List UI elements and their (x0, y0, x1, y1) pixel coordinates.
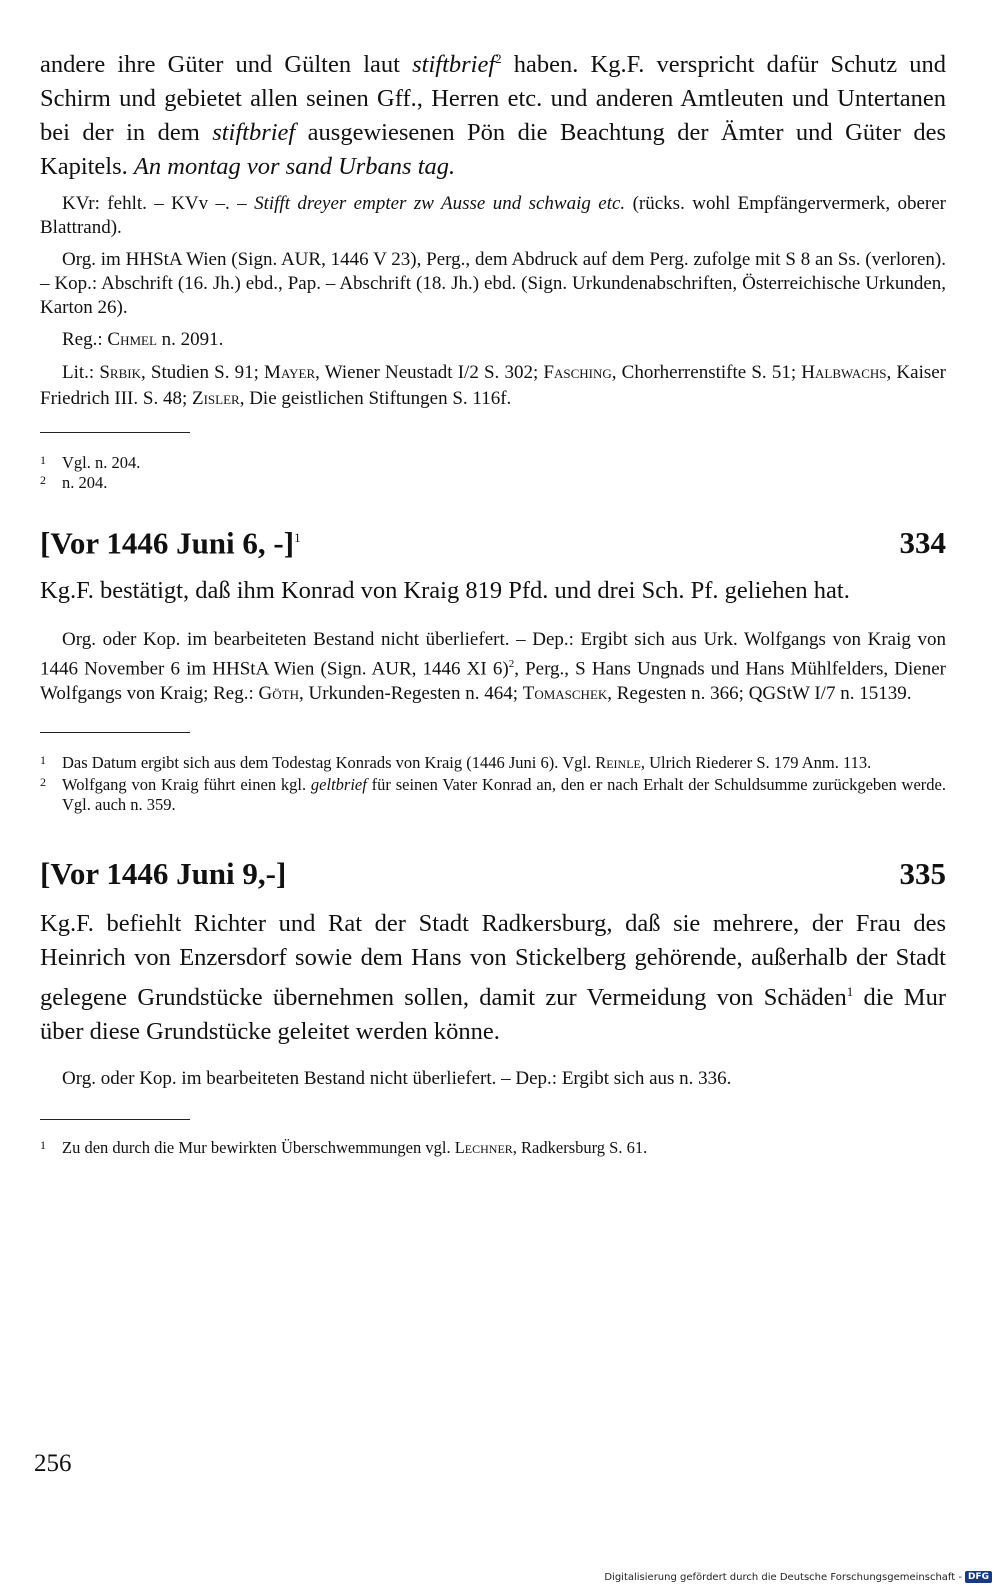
footnote-divider (40, 432, 190, 433)
text-run: , Kaiser Friedrich III. S. 48; (40, 362, 946, 410)
continued-regest-text (40, 42, 946, 184)
kv-note (40, 192, 946, 240)
author-name: Mayer (264, 362, 316, 384)
footnote-number: 1 (40, 752, 46, 767)
entry-date: [Vor 1446 Juni 9,-] (40, 855, 287, 891)
date-text: [Vor 1446 Juni 6, -] (40, 525, 295, 561)
dating-clause: An montag vor sand Urbans tag. (133, 153, 456, 181)
footnote-divider (40, 1119, 190, 1120)
text-run: Das Datum ergibt sich aus dem Todestag Konrads von Kraig (1446 Juni 6). Vgl. (62, 752, 596, 772)
text-run: , Radkersburg S. 61. (512, 1137, 648, 1157)
author-name: Göth (258, 682, 299, 704)
footnote (40, 473, 946, 493)
author-name: Lechner (454, 1137, 513, 1157)
regest-summary (40, 907, 946, 1049)
author-name: Reinle (595, 752, 641, 772)
entry-number: 335 (899, 855, 946, 891)
footnote-ref: 2 (508, 658, 515, 671)
footnote-ref: 1 (294, 530, 301, 546)
text-run: n. 2091. (156, 329, 224, 351)
text-run: , Studien S. 91; (141, 362, 265, 384)
dep-note: Org. oder Kop. im bearbeiteten Bestand nicht überliefert. – Dep.: Ergibt sich aus n. 336. (62, 1067, 732, 1089)
author-name: Chmel (107, 329, 157, 351)
text-run: ausgewiesenen Pön die Beachtung der Ämter und Güter des Kapitels. (40, 119, 946, 181)
author-name: Srbik (99, 362, 141, 384)
text-run: , Chorherrenstifte S. 51; (611, 362, 802, 384)
author-name: Fasching (543, 362, 612, 384)
text-run: , Regesten n. 366; QGStW I/7 n. 15139. (607, 682, 912, 704)
italic-term: geltbrief (310, 774, 367, 794)
text-run: , Ulrich Riederer S. 179 Anm. 113. (640, 752, 872, 772)
dfg-logo-icon: DFG (965, 1571, 992, 1583)
text-run: , Urkunden-Regesten n. 464; (298, 682, 523, 704)
footnote-text: n. 204. (62, 473, 108, 493)
text-run: , Wiener Neustadt I/2 S. 302; (315, 362, 544, 384)
entry-heading-334 (40, 519, 946, 562)
text-run: KVr: fehlt. – KVv –. – (62, 193, 255, 215)
digitization-credit (604, 1571, 992, 1583)
text-run: Reg.: (62, 329, 108, 351)
footnote-divider (40, 732, 190, 733)
regest-summary: Kg.F. bestätigt, daß ihm Konrad von Kraig 819 Pfd. und drei Sch. Pf. geliehen hat. (40, 577, 850, 605)
text-run: , Die geistlichen Stiftungen S. 116f. (239, 388, 512, 410)
text-run: Zu den durch die Mur bewirkten Überschwemmungen vgl. (62, 1137, 455, 1157)
page-number: 256 (34, 1450, 72, 1477)
footnote-number: 1 (40, 1137, 46, 1152)
footnote-number: 1 (40, 453, 46, 468)
footnote-ref: 1 (846, 983, 854, 999)
document-page (40, 42, 946, 1158)
text-run: Lit.: (62, 362, 100, 384)
author-name: Halbwachs (801, 362, 887, 384)
text-run: (rücks. wohl Empfängervermerk, oberer Blattrand). (40, 193, 947, 239)
text-run: , Perg., S Hans Ungnads und Hans Mühlfelders, Diener Wolfgangs von Kraig; Reg.: (40, 658, 946, 704)
text-run: Wolfgang von Kraig führt einen kgl. (62, 774, 311, 794)
footnote-number: 2 (40, 473, 46, 488)
text-run: Kg.F. befiehlt Richter und Rat der Stadt Radkersburg, daß sie mehrere, der Frau des Heinrich von Enzersdorf sowie dem Hans von Stickelberg gehörende, außerhalb der Stadt gelegene Grundstücke übernehmen sollen, damit zur Vermeidung von Schäden (40, 909, 946, 1011)
italic-term: stiftbrief (212, 119, 296, 147)
text-run: haben. Kg.F. verspricht dafür Schutz und Schirm und gebietet allen seinen Gff., Herren etc. und anderen Amtleuten und Untertanen bei der in dem (40, 51, 946, 147)
org-note: Org. im HHStA Wien (Sign. AUR, 1446 V 23), Perg., dem Abdruck auf dem Perg. zufolge mit S 8 an Ss. (verloren). – Kop.: Abschrift (16. Jh.) ebd., Pap. – Abschrift (18. Jh.) ebd. (Sign. Urkundenabschriften, Österreichische Urkunden, Karton 26). (40, 249, 946, 319)
lit-note (40, 360, 946, 412)
author-name: Zisler (191, 388, 240, 410)
footnote (40, 753, 946, 773)
reg-note (40, 328, 946, 352)
text-run: andere ihre Güter und Gülten laut (40, 51, 413, 79)
footnote-text: Vgl. n. 204. (62, 453, 141, 473)
footnote (40, 453, 946, 473)
entry-number: 334 (899, 525, 946, 561)
footnote (40, 1138, 946, 1158)
entry-date (40, 519, 301, 562)
italic-term: stiftbrief (412, 51, 496, 79)
text-run: für seinen Vater Konrad an, den er nach Erhalt der Schuldsumme zurückgeben werde. Vgl. auch n. 359. (62, 774, 946, 814)
footnote (40, 775, 946, 815)
italic-term: Stifft dreyer empter zw Ausse und schwaig etc. (254, 193, 626, 215)
entry-heading-335 (40, 855, 946, 893)
author-name: Tomaschek (522, 682, 608, 704)
footnote-ref: 2 (495, 51, 502, 66)
footnote-number: 2 (40, 774, 46, 789)
dep-note (40, 628, 946, 705)
text-run: Org. oder Kop. im bearbeiteten Bestand nicht überliefert. – Dep.: Ergibt sich aus Urk. Wolfgangs von Kraig von 1446 November 6 im HHStA Wien (Sign. AUR, 1446 XI 6) (40, 629, 946, 680)
credit-text: Digitalisierung gefördert durch die Deutsche Forschungsgemeinschaft - (604, 1571, 962, 1583)
text-run: die Mur über diese Grundstücke geleitet werden könne. (40, 983, 946, 1045)
